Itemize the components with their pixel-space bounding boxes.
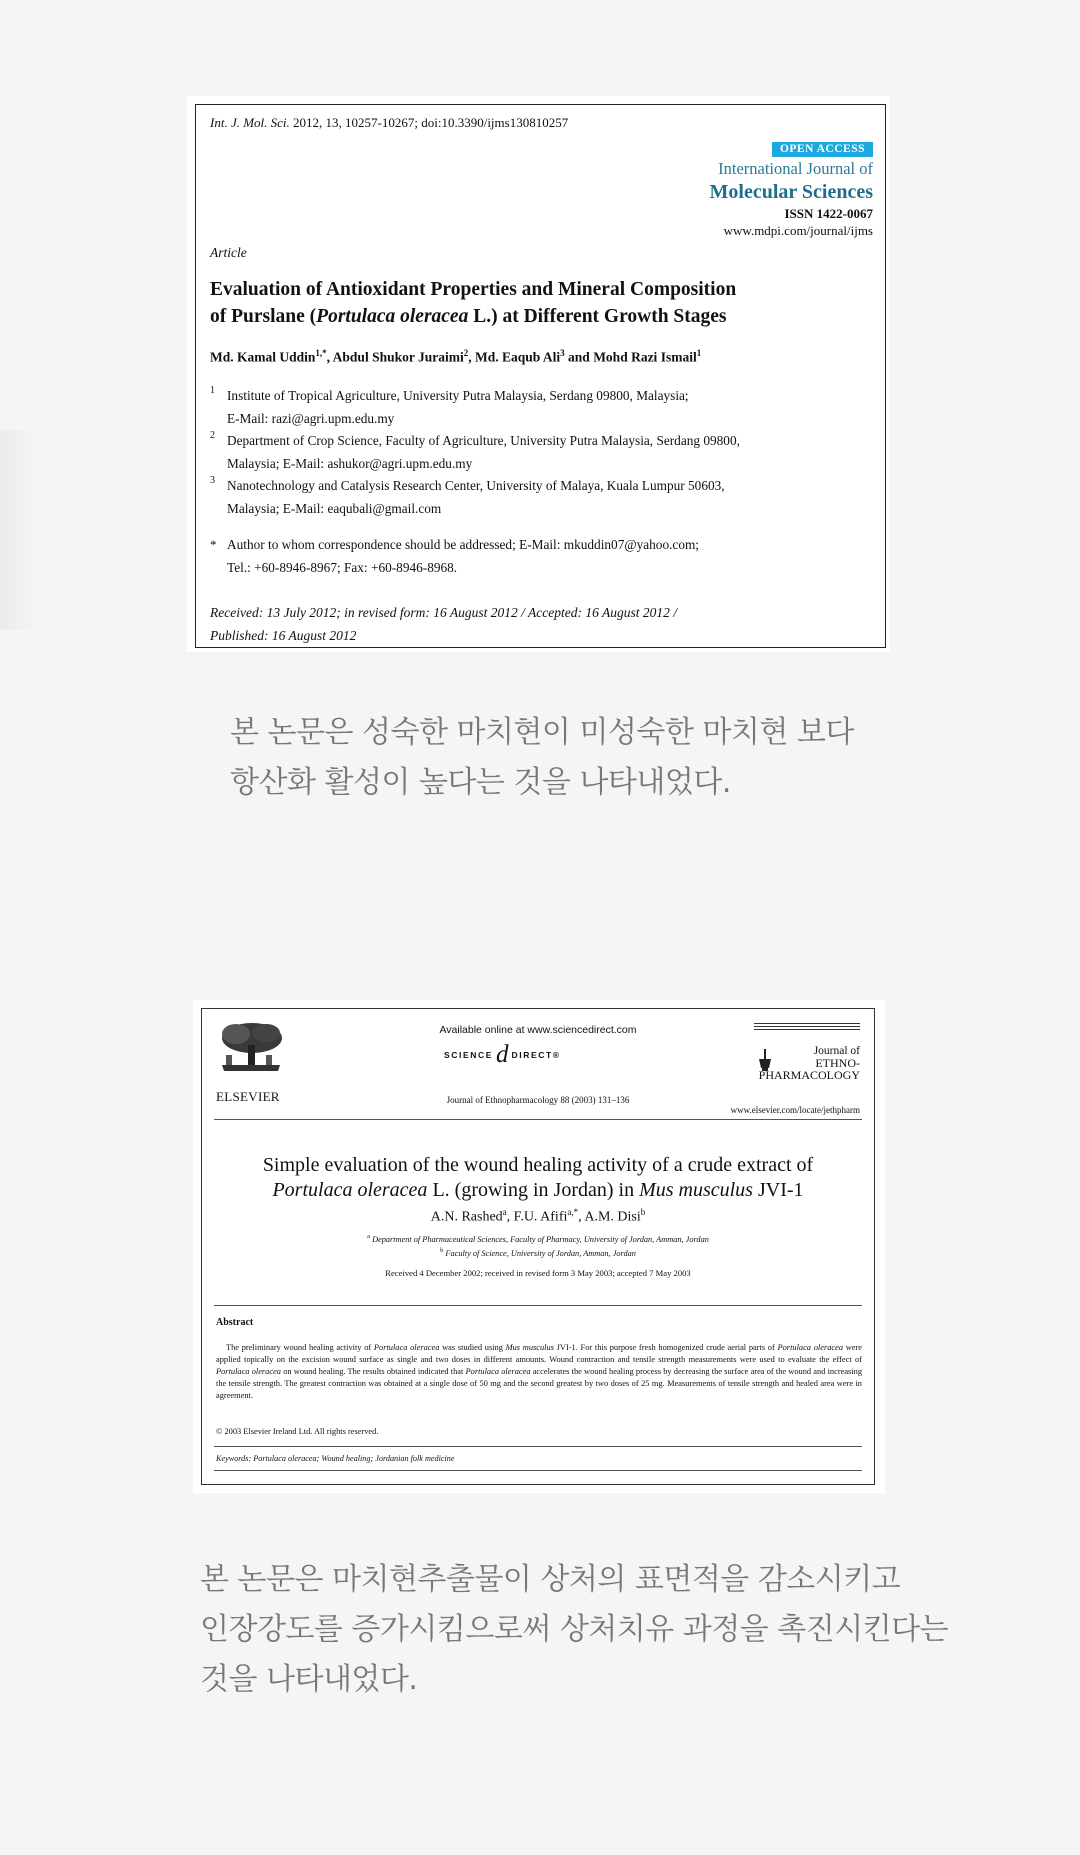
abstract-species: Mus musculus: [505, 1343, 554, 1352]
paper1-author-sup: 1: [696, 348, 702, 358]
paper1-citation-journal: Int. J. Mol. Sci.: [210, 115, 290, 130]
divider: [214, 1305, 862, 1306]
paper1-journal-line1: International Journal of: [718, 159, 873, 178]
paper1-title-line1: Evaluation of Antioxidant Properties and Mineral Composition: [210, 279, 737, 300]
sciencedirect-logo: [444, 1041, 561, 1068]
paper2-author: A.N. Rashed: [430, 1209, 503, 1225]
open-access-badge: OPEN ACCESS: [772, 142, 873, 157]
affiliation-line: Malaysia; E-Mail: eaqubali@gmail.com: [227, 500, 442, 516]
paper2-author-sup: a,*: [567, 1207, 579, 1217]
background-shade: [0, 430, 40, 630]
paper2-affiliation: Department of Pharmaceutical Sciences, Faculty of Pharmacy, University of Jordan, Amman, Jordan: [370, 1234, 709, 1244]
paper2-frame: [201, 1008, 875, 1485]
paper2-affiliations: [202, 1231, 874, 1259]
abstract-text: on wound healing. The results obtained indicated that: [281, 1367, 466, 1376]
affiliation-line: E-Mail: razi@agri.upm.edu.my: [227, 410, 395, 426]
affiliation-line: Malaysia; E-Mail: ashukor@agri.upm.edu.my: [227, 455, 473, 471]
journal-name-line: ETHNO-: [815, 1056, 860, 1070]
paper1-journal-block: [710, 139, 873, 239]
abstract-body: [216, 1342, 862, 1402]
paper1-author: Abdul Shukor Juraimi: [332, 349, 464, 365]
paper1-issn: ISSN 1422-0067: [784, 206, 873, 221]
paper1-author-sup: 2: [463, 348, 469, 358]
abstract-heading: Abstract: [216, 1317, 254, 1328]
paper1-frame: [195, 104, 886, 648]
paper2-title-species: Portulaca oleracea: [272, 1179, 428, 1201]
abstract-species: Portulaca oleracea: [216, 1367, 281, 1376]
abstract-text: accelerates the wound healing process by decreasing the surface area of the wound and increasing the tensile strength. The greatest contraction was obtained at a single dose of 50 mg and the second greatest by two doses of 25 mg. Measurements of tensile strength and healed area were in agreement.: [216, 1367, 863, 1400]
paper2-authors: A.N. Rashed$^a$, F.U. Afifi$^{a,*}$, A.M. Disi$^b$: [430, 1207, 646, 1225]
paper1-author: Md. Eaqub Ali: [474, 349, 561, 365]
paper2-journal-ref: Journal of Ethnopharmacology 88 (2003) 131–136: [446, 1095, 630, 1105]
paper2-title-part: L. (growing in Jordan) in: [427, 1179, 640, 1201]
paper2-title-line2: [202, 1178, 874, 1203]
affiliation-number: 2: [210, 430, 215, 441]
sciencedirect-left: SCIENCE: [444, 1050, 493, 1060]
paper1-author-sup: 3: [560, 348, 565, 358]
paper2-title: [202, 1153, 874, 1203]
caption-2-line: 본 논문은 마치현추출물이 상처의 표면적을 감소시키고: [200, 1562, 901, 1597]
paper2-author: F.U. Afifi: [513, 1209, 568, 1225]
paper2-affiliation: Faculty of Science, University of Jordan, Amman, Jordan: [443, 1248, 636, 1258]
journal-name-line: Journal of: [813, 1045, 860, 1057]
paper1-author-sup: 1,*: [315, 348, 327, 358]
abstract-text: were applied topically on the excision wound surface as single and two doses in different amounts. Wound contraction and tensile strength measurements were used to evaluate the effect of: [216, 1343, 862, 1364]
paper1-title-species: Portulaca oleracea: [316, 306, 469, 327]
paper2-available-online: Available online at www.sciencedirect.com: [439, 1024, 637, 1036]
divider: [214, 1470, 862, 1471]
paper2-author: A.M. Disi: [584, 1209, 641, 1225]
paper1-title-line2: [210, 303, 870, 330]
paper2-author-sup: b: [640, 1207, 646, 1217]
divider: [214, 1119, 862, 1120]
paper1-authors: [210, 348, 701, 366]
paper2-title-species: Mus musculus: [639, 1179, 753, 1201]
paper1-citation-rest: 2012, 13, 10257-10267; doi:10.3390/ijms130810257: [289, 115, 569, 130]
caption-2-line: 인장강도를 증가시킴으로써 상처치유 과정을 촉진시킨다는: [200, 1612, 949, 1647]
paper2-keywords: Keywords: Portulaca oleracea; Wound healing; Jordanian folk medicine: [216, 1454, 455, 1463]
caption-1-line: 항산화 활성이 높다는 것을 나타내었다.: [230, 765, 731, 800]
abstract-species: Portulaca oleracea: [777, 1343, 844, 1352]
journal-rules: [754, 1023, 860, 1032]
correspondence-mark: *: [210, 537, 217, 552]
affiliation-mark: a: [367, 1233, 370, 1240]
paper1-dates: [210, 601, 870, 647]
caption-1: [230, 708, 950, 808]
caption-2: [200, 1555, 1030, 1705]
paper1-image: [187, 96, 890, 652]
paper1-title-part: of Purslane (: [210, 306, 317, 327]
divider: [214, 1446, 862, 1447]
paper2-received: Received 4 December 2002; received in revised form 3 May 2003; accepted 7 May 2003: [385, 1268, 691, 1278]
affiliation-line: Nanotechnology and Catalysis Research Center, University of Malaya, Kuala Lumpur 50603,: [227, 478, 725, 493]
paper1-title: [210, 276, 870, 330]
paper2-url: www.elsevier.com/locate/jethpharm: [730, 1105, 860, 1115]
paper1-dates-line: Received: 13 July 2012; in revised form: 16 August 2012 / Accepted: 16 August 2012 /: [210, 605, 678, 620]
caption-1-line: 본 논문은 성숙한 마치현이 미성숙한 마치현 보다: [230, 715, 854, 750]
affiliation-line: Institute of Tropical Agriculture, University Putra Malaysia, Serdang 09800, Malaysia;: [227, 388, 689, 403]
paper1-dates-line: Published: 16 August 2012: [210, 628, 357, 643]
author-sep: ,: [326, 349, 333, 365]
paper1-article-type: Article: [210, 245, 247, 260]
correspondence-line: Tel.: +60-8946-8967; Fax: +60-8946-8968.: [227, 559, 458, 575]
elsevier-wordmark: ELSEVIER: [216, 1089, 280, 1104]
paper1-author: Md. Kamal Uddin: [210, 349, 316, 365]
abstract-text: was studied using: [439, 1343, 506, 1352]
affiliation-number: 1: [210, 385, 215, 396]
correspondence-line: Author to whom correspondence should be addressed; E-Mail: mkuddin07@yahoo.com;: [227, 537, 700, 552]
paper2-title-part: JVI-1: [752, 1179, 804, 1201]
abstract-text: JVI-1. For this purpose fresh homogenized crude aerial parts of: [553, 1343, 778, 1352]
paper2-title-line1: Simple evaluation of the wound healing activity of a crude extract of: [262, 1154, 814, 1176]
paper2-journal-name: [759, 1045, 860, 1081]
sciencedirect-right: DIRECT®: [511, 1050, 561, 1060]
paper2-author-sup: a: [502, 1207, 507, 1217]
affiliation-number: 3: [210, 475, 215, 486]
author-sep: ,: [468, 349, 475, 365]
paper2-image: [193, 1000, 885, 1493]
affiliation-mark: b: [440, 1246, 444, 1254]
paper1-url: www.mdpi.com/journal/ijms: [723, 223, 873, 238]
abstract-text: The preliminary wound healing activity of: [226, 1343, 374, 1352]
paper1-journal-line2: Molecular Sciences: [709, 181, 873, 203]
paper2-copyright: © 2003 Elsevier Ireland Ltd. All rights reserved.: [216, 1427, 379, 1436]
journal-name-line: PHARMACOLOGY: [758, 1068, 860, 1082]
paper1-citation: [210, 115, 568, 131]
abstract-species: Portulaca oleracea: [373, 1343, 440, 1352]
affiliation-line: Department of Crop Science, Faculty of Agriculture, University Putra Malaysia, Serdang 09800,: [227, 433, 740, 448]
abstract-species: Portulaca oleracea: [465, 1367, 531, 1376]
author-and: and: [564, 349, 594, 365]
sciencedirect-at: d: [496, 1041, 509, 1068]
paper1-author: Mohd Razi Ismail: [593, 349, 697, 365]
paper1-title-part: L.) at Different Growth Stages: [468, 306, 727, 327]
caption-2-line: 것을 나타내었다.: [200, 1662, 418, 1697]
